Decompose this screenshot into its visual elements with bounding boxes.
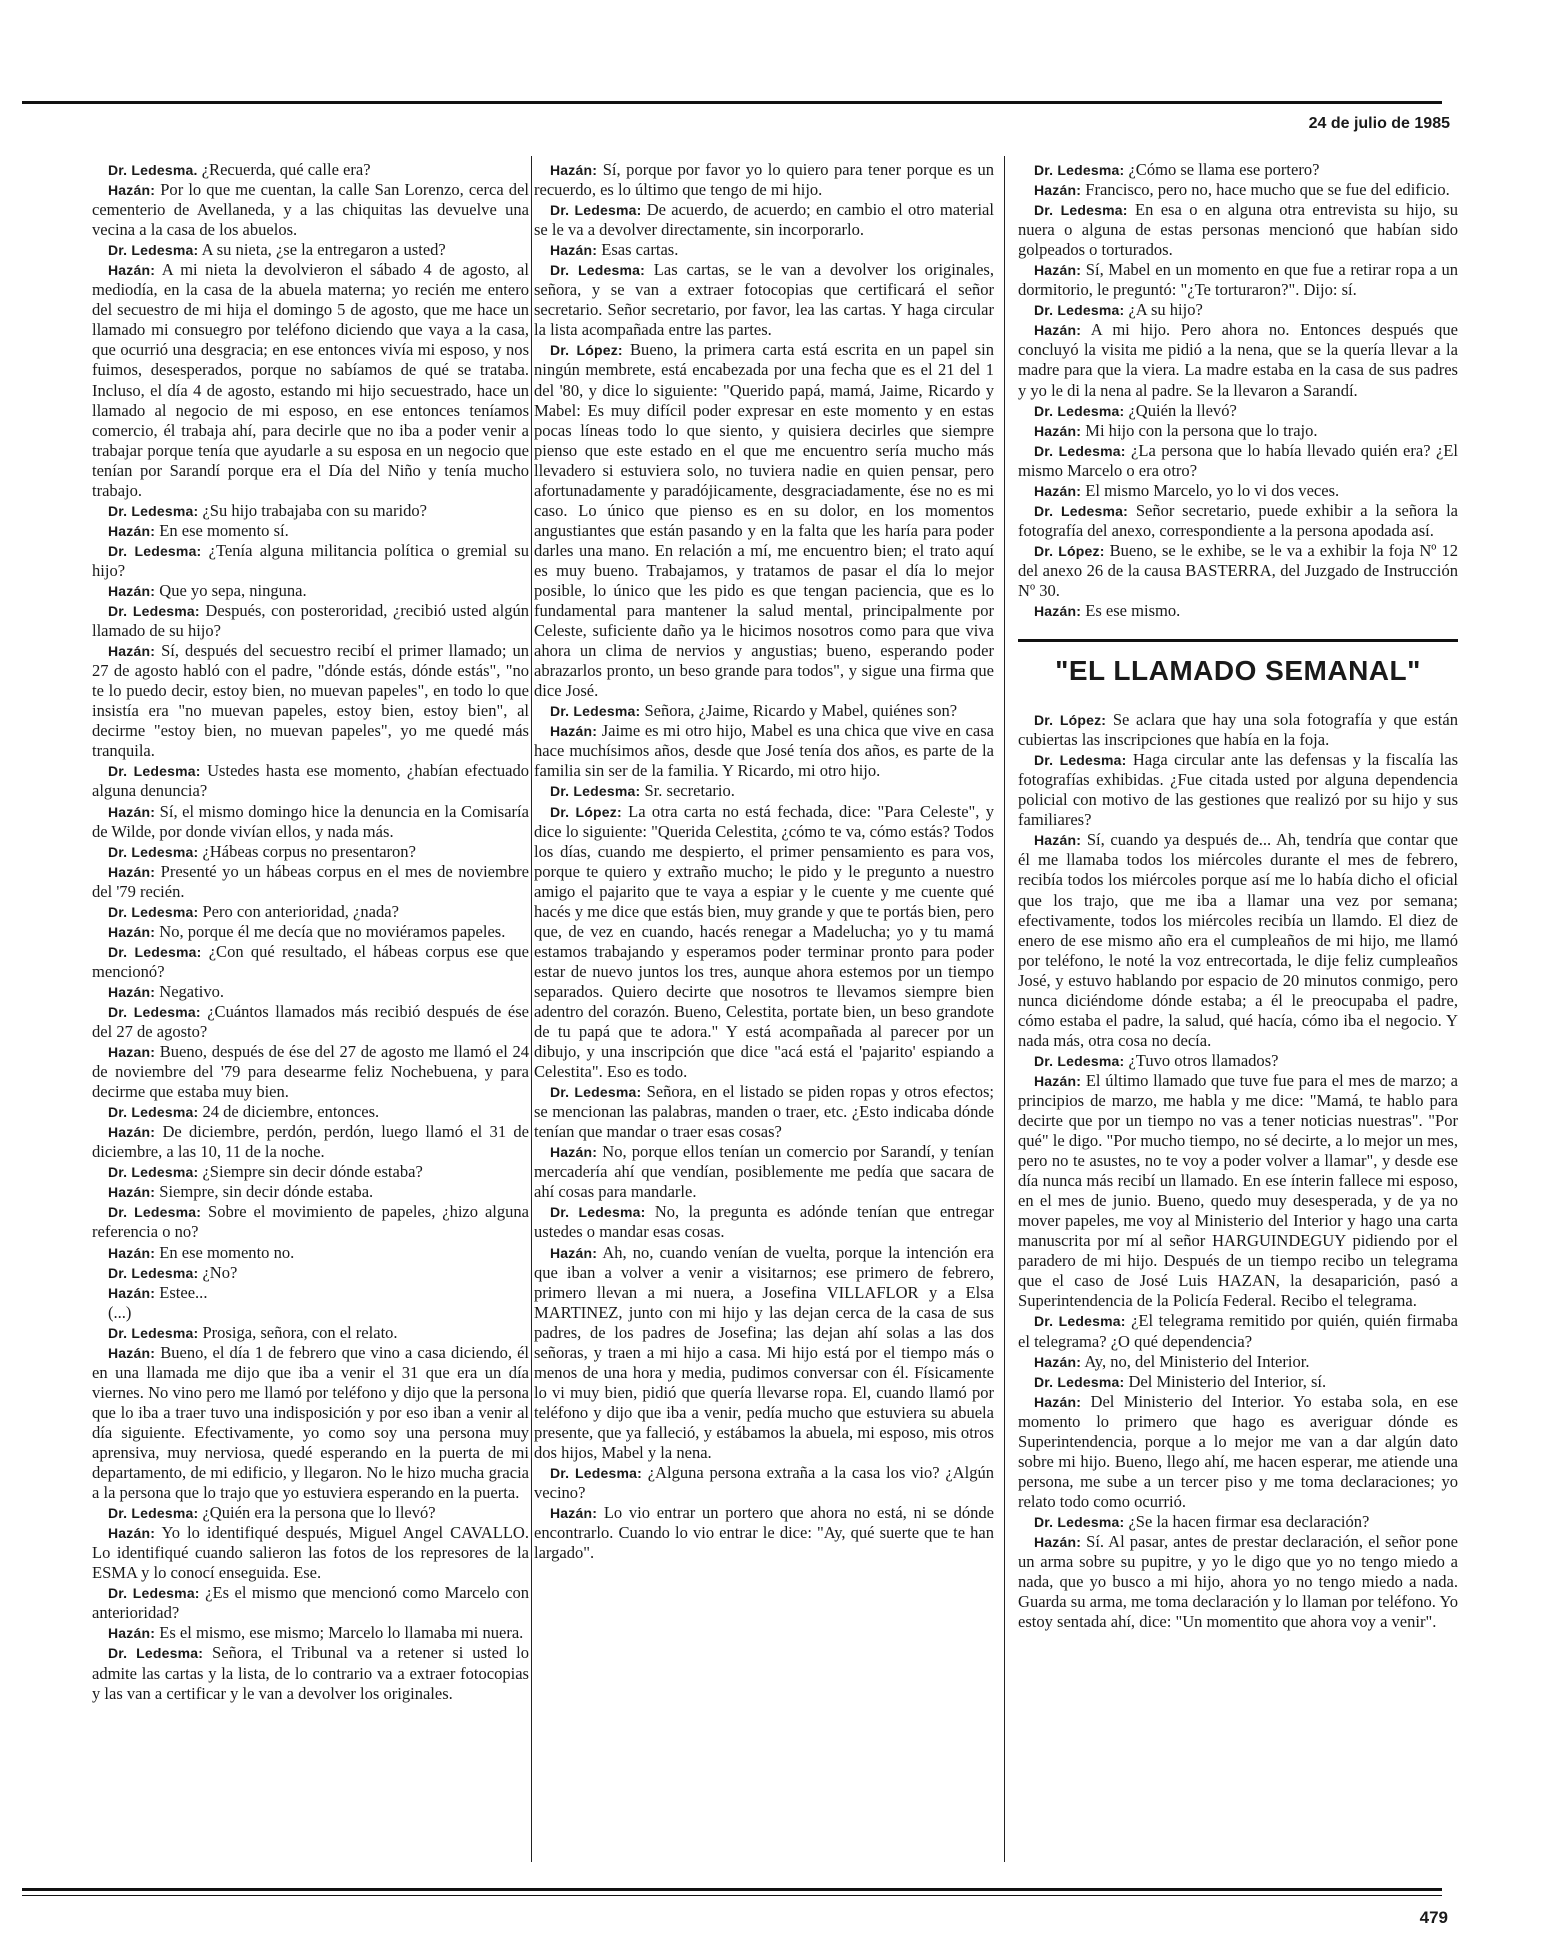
dialogue-turn <box>1018 180 1458 200</box>
speech-text: Pero con anterioridad, ¿nada? <box>202 901 399 921</box>
speech-text: Después, con posteroridad, ¿recibió usted algún llamado de su hijo? <box>92 601 529 641</box>
dialogue-turn <box>92 1162 529 1182</box>
speaker-label: Hazán: <box>1034 1393 1082 1410</box>
dialogue-turn <box>92 862 529 902</box>
speech-text: ¿Cuántos llamados más recibió después de ése del 27 de agosto? <box>92 1001 529 1042</box>
speaker-label: Hazán: <box>550 1505 598 1522</box>
speaker-label: Dr. Ledesma: <box>550 1204 646 1221</box>
speaker-label: Dr. Ledesma: <box>108 943 202 960</box>
speech-text: Sí, Mabel en un momento en que fue a retirar ropa a un dormitorio, le preguntó: "¿Te torturaron?". Dijo: sí. <box>1018 260 1459 300</box>
speaker-label: Dr. Ledesma: <box>108 1204 202 1221</box>
speech-text: Estee... <box>159 1282 208 1302</box>
speech-text: Que yo sepa, ninguna. <box>159 580 307 600</box>
speech-text: ¿Con qué resultado, el hábeas corpus ese que mencionó? <box>92 941 529 981</box>
bottom-rule-thin <box>22 1895 1442 1896</box>
speech-text: Del Ministerio del Interior. Yo estaba sola, en ese momento lo primero que hago es averiguar dónde es Superintendencia, porque a lo mejor me van a dar algún dato sobre mi hijo. Bueno, llego ahí, me hacen esperar, me atiende una persona, me sube a un tercer piso y me toma declaraciones; yo relato todo como ocurrió. <box>1018 1391 1458 1511</box>
top-rule <box>22 101 1442 104</box>
dialogue-turn <box>92 1042 529 1102</box>
dialogue-turn <box>1018 1372 1458 1392</box>
dialogue-turn <box>92 641 529 761</box>
speaker-label: Hazán: <box>1034 262 1082 279</box>
dialogue-turn <box>92 1643 529 1703</box>
header-date: 24 de julio de 1985 <box>1308 115 1450 132</box>
dialogue-turn <box>92 1122 529 1162</box>
dialogue-turn <box>534 160 994 200</box>
speech-text: Prosiga, señora, con el relato. <box>202 1322 398 1342</box>
dialogue-turn <box>534 1202 994 1242</box>
dialogue-turn <box>92 1202 529 1242</box>
speech-text: En ese momento sí. <box>159 520 289 540</box>
dialogue-turn <box>1018 1352 1458 1372</box>
speech-text: Jaime es mi otro hijo, Mabel es una chica que vive en casa hace muchísimos años, desde que José tenía dos años, es parte de la familia sin ser de la familia. Y Ricardo, mi otro hijo. <box>534 721 994 781</box>
dialogue-turn <box>534 1082 994 1142</box>
dialogue-turn <box>92 541 529 581</box>
dialogue-turn <box>92 581 529 601</box>
speech-text: Negativo. <box>159 981 224 1001</box>
speech-text: Por lo que me cuentan, la calle San Lorenzo, cerca del cementerio de Avellaneda, y a las chiquitas las devuelve una vecina a la casa de los abuelos. <box>92 180 529 240</box>
dialogue-turn <box>1018 1051 1458 1071</box>
speaker-label: Hazán: <box>108 1625 156 1642</box>
dialogue-turn <box>1018 481 1458 501</box>
speaker-label: Dr. Ledesma: <box>1034 402 1125 419</box>
speech-text: ¿Su hijo trabajaba con su marido? <box>202 500 427 520</box>
speech-text: ¿Siempre sin decir dónde estaba? <box>202 1162 423 1182</box>
speaker-label: Hazán: <box>108 582 156 599</box>
speaker-label: Dr. Ledesma: <box>108 1104 199 1121</box>
dialogue-turn <box>1018 200 1458 260</box>
speaker-label: Hazán: <box>1034 182 1082 199</box>
speech-text: Sí, después del secuestro recibí el primer llamado; un 27 de agosto habló con el padre, "dónde estás, dónde estás", "no te lo puedo decir, estoy bien, no muevan papeles", en todo lo que insistía era "no muevan papeles, estoy bien, estoy bien", al decirme "estoy bien, no muevan papeles", yo me quedé más tranquila. <box>92 641 529 761</box>
speaker-label: Dr. Ledesma: <box>108 903 199 920</box>
dialogue-turn <box>534 240 994 260</box>
speaker-label: Hazán: <box>1034 603 1082 620</box>
speaker-label: Hazán: <box>1034 1534 1082 1550</box>
speaker-label: Dr. Ledesma: <box>108 763 201 780</box>
speaker-label: Hazán: <box>108 1184 156 1201</box>
speech-text: Del Ministerio del Interior, sí. <box>1128 1371 1327 1391</box>
speaker-label: Hazán: <box>108 182 156 199</box>
speech-text: Se aclara que hay una sola fotografía y que están cubiertas las inscripciones que había en la foja. <box>1018 710 1458 750</box>
speaker-label: Hazán: <box>1034 322 1082 339</box>
speaker-label: Dr. López: <box>550 803 622 820</box>
speech-text: Sí, el mismo domingo hice la denuncia en la Comisaría de Wilde, por donde vivían ellos, y nada más. <box>92 801 529 841</box>
dialogue-turn <box>1018 1512 1458 1532</box>
speech-text: ¿Alguna persona extraña a la casa los vio? ¿Algún vecino? <box>534 1463 994 1503</box>
dialogue-turn <box>1018 1311 1458 1351</box>
speech-text: ¿La persona que lo había llevado quién era? ¿El mismo Marcelo o era otro? <box>1018 440 1458 480</box>
speech-text: Ay, no, del Ministerio del Interior. <box>1084 1351 1310 1371</box>
dialogue-turn <box>534 1243 994 1464</box>
speech-text: De acuerdo, de acuerdo; en cambio el otro material se le va a devolver directamente, sin incorporarlo. <box>534 200 994 240</box>
dialogue-turn <box>534 200 994 240</box>
speaker-label: Dr. Ledesma: <box>108 1505 199 1522</box>
column-divider <box>1004 156 1005 1862</box>
dialogue-turn <box>92 1102 529 1122</box>
dialogue-turn <box>534 701 994 721</box>
dialogue-turn <box>92 521 529 541</box>
bottom-rule <box>22 1888 1442 1891</box>
dialogue-turn <box>92 1243 529 1263</box>
dialogue-turn <box>92 501 529 521</box>
speaker-label: Dr. Ledesma: <box>108 502 199 519</box>
speech-text: ¿Tuvo otros llamados? <box>1128 1050 1279 1070</box>
speech-text: En esa o en alguna otra entrevista su hijo, su nuera o alguna de estas personas mencionó que habían sido golpeados o torturados. <box>1018 200 1459 260</box>
speech-text: Francisco, pero no, hace mucho que se fue del edificio. <box>1085 180 1450 200</box>
speech-text: Presenté yo un hábeas corpus en el mes de noviembre del '79 recién. <box>92 861 529 901</box>
section-heading: "EL LLAMADO SEMANAL" <box>1018 639 1458 696</box>
speaker-label: Dr. Ledesma: <box>108 1003 201 1020</box>
speech-text: Ah, no, cuando venían de vuelta, porque la intención era que iban a volver a venir a visitarnos; ese primero de febrero, primero llevan a mi nuera, a Josefina VILLAFLOR y a Elsa MARTINEZ, junto con mi hijo y las dejan cerca de la casa de sus padres, de los padres de Josefina; las dejan ahí solas a las dos señoras, y traen a mi hijo a casa. Mi hijo está por el tiempo más o menos de una hora y media, pudimos conversar con él. Físicamente lo vi muy bien, pidió que quería llevarse ropa. El, cuando llamó por teléfono y dijo que iba a venir, pedía mucho que estuviera su abuela presente, que ya falleció, y estábamos la abuela, mi esposo, mis otros dos hijos, Mabel y la nena. <box>534 1242 994 1462</box>
speech-text: A mi hijo. Pero ahora no. Entonces después que concluyó la visita me pidió a la nena, que se la quería llevar a la madre para que la viera. La madre estaba en la casa de sus padres y yo le di la nena al padre. Se la llevaron a Sarandí. <box>1018 320 1458 400</box>
speaker-label: Dr. Ledesma: <box>108 1164 199 1181</box>
speech-text: El último llamado que tuve fue para el mes de marzo; a principios de marzo, me habla y me dice: "Mamá, te hablo para decirte que por un tiempo no vas a tener noticias nuestras". "Por qué" le digo. "Por mucho tiempo, no sé decirte, a lo mejor un mes, pero no te asustes, no te voy a poder volver a llamar", y desde ese día nunca más recibí un llamado. En ese ínterin fallece mi esposo, en el mes de junio. Bueno, quedo muy desesperada, y de ya no mover papeles, me voy al Ministerio del Interior y hago una carta manuscrita por mí al señor HARGUINDEGUY pidiendo por el paradero de mi hijo. Después de un tiempo recibo un telegrama que el caso de José Luis HAZAN, la desaparición, pasó a Superintendencia de la Policía Federal. Recibo el telegrama. <box>1018 1070 1458 1311</box>
speaker-label: Dr. Ledesma: <box>1034 1373 1125 1390</box>
speech-text: Es ese mismo. <box>1085 601 1181 621</box>
dialogue-turn <box>92 761 529 801</box>
speaker-label: Dr. Ledesma: <box>108 542 202 559</box>
speaker-label: Dr. Ledesma: <box>1034 1313 1126 1330</box>
dialogue-turn <box>92 842 529 862</box>
dialogue-turn <box>1018 260 1458 300</box>
speaker-label: Dr. Ledesma: <box>108 1264 199 1281</box>
speech-text: El mismo Marcelo, yo lo vi dos veces. <box>1085 480 1340 500</box>
dialogue-turn <box>92 1343 529 1503</box>
speaker-label: Hazan: <box>108 1044 156 1061</box>
dialogue-turn <box>1018 750 1458 830</box>
dialogue-turn <box>1018 441 1458 481</box>
speech-text: Señora, ¿Jaime, Ricardo y Mabel, quiénes son? <box>644 701 958 721</box>
speaker-label: Dr. Ledesma: <box>550 262 645 279</box>
speech-text: ¿Quién era la persona que lo llevó? <box>202 1503 436 1523</box>
dialogue-turn <box>1018 1532 1458 1632</box>
speaker-label: Dr. Ledesma: <box>550 1084 642 1101</box>
speaker-label: Hazán: <box>550 242 598 259</box>
speaker-label: Dr. Ledesma: <box>1034 1513 1125 1530</box>
speaker-label: Hazán: <box>108 1525 156 1542</box>
dialogue-turn <box>534 340 994 701</box>
speech-text: ¿Hábeas corpus no presentaron? <box>202 841 416 861</box>
speech-text: ¿Quién la llevó? <box>1128 400 1237 420</box>
speaker-label: Dr. Ledesma: <box>1034 202 1128 219</box>
speaker-label: Dr. Ledesma: <box>108 1645 204 1662</box>
speaker-label: Dr. Ledesma: <box>108 843 199 860</box>
column-divider <box>531 156 532 1862</box>
dialogue-turn <box>92 1503 529 1523</box>
dialogue-turn <box>1018 710 1458 750</box>
speech-text: A mi nieta la devolvieron el sábado 4 de agosto, al mediodía, en la casa de la abuela materna; yo recién me entero del secuestro de mi hija el domingo 5 de agosto, que me hace un llamado mi consuegro por teléfono diciendo que vaya a la casa, que ocurrió una desgracia; en ese entonces vivía mi esposo, y nos fuimos, desesperados, porque no sabíamos de qué se trataba. Incluso, el día 4 de agosto, estando mi hijo secuestrado, hace un llamado al negocio de mi esposo, en ese entonces teníamos comercio, él trabaja ahí, para decirle que no iba a poder venir a trabajar porque tenía que ayudarle a su esposa en un negocio que tenían por Sarandí porque era el Día del Niño y tenía mucho trabajo. <box>92 260 529 500</box>
text-column-3 <box>1018 160 1458 1632</box>
speaker-label: Dr. Ledesma: <box>1034 752 1127 769</box>
speaker-label: Hazán: <box>108 1124 156 1141</box>
speech-text: Esas cartas. <box>601 240 679 260</box>
dialogue-turn <box>92 180 529 240</box>
dialogue-turn <box>92 902 529 922</box>
dialogue-turn <box>534 1463 994 1503</box>
dialogue-turn <box>92 1323 529 1343</box>
speaker-label: Hazán: <box>550 723 598 740</box>
speech-text: En ese momento no. <box>159 1242 295 1262</box>
speech-text: Sobre el movimiento de papeles, ¿hizo alguna referencia o no? <box>92 1202 530 1242</box>
speaker-label: Dr. Ledesma: <box>1034 162 1125 178</box>
speech-text: Es el mismo, ese mismo; Marcelo lo llamaba mi nuera. <box>159 1623 524 1643</box>
speech-text: Mi hijo con la persona que lo trajo. <box>1085 420 1318 440</box>
speaker-label: Hazán: <box>1034 832 1082 849</box>
dialogue-turn <box>92 601 529 641</box>
dialogue-turn <box>534 802 994 1083</box>
speaker-label: Dr. Ledesma: <box>1034 502 1128 519</box>
speech-text: Bueno, después de ése del 27 de agosto me llamó el 24 de noviembre del '79 para desearme feliz Nochebuena, y para decirme que estaba muy bien. <box>92 1042 529 1102</box>
speech-text: ¿Es el mismo que mencionó como Marcelo con anterioridad? <box>92 1583 530 1623</box>
speech-text: ¿Se la hacen firmar esa declaración? <box>1128 1511 1370 1531</box>
speaker-label: Dr. Ledesma: <box>550 783 641 800</box>
speech-text: No, la pregunta es adónde tenían que entregar ustedes o mandar esas cosas. <box>534 1202 994 1242</box>
dialogue-turn <box>92 982 529 1002</box>
speaker-label: Dr. Ledesma: <box>108 1324 199 1341</box>
speaker-label: Dr. Ledesma: <box>550 1465 642 1482</box>
speaker-label: Dr. Ledesma: <box>550 202 642 219</box>
speech-text: A su nieta, ¿se la entregaron a usted? <box>201 240 446 260</box>
speaker-label: Hazán: <box>108 262 156 279</box>
dialogue-turn <box>92 1002 529 1042</box>
speaker-label: Dr. Ledesma: <box>550 703 641 720</box>
speech-text: No, porque él me decía que no moviéramos papeles. <box>159 921 506 941</box>
speech-text: Sr. secretario. <box>644 781 735 801</box>
speaker-label: Dr. Ledesma: <box>108 603 200 620</box>
dialogue-turn <box>92 240 529 260</box>
dialogue-turn <box>92 922 529 942</box>
dialogue-turn <box>1018 401 1458 421</box>
speech-text: ¿No? <box>202 1262 238 1282</box>
page-number: 479 <box>1419 1908 1448 1927</box>
speech-text: Bueno, se le exhibe, se le va a exhibir la foja Nº 12 del anexo 26 de la causa BASTERRA, del Juzgado de Instrucción Nº 30. <box>1018 540 1458 600</box>
dialogue-turn <box>1018 320 1458 400</box>
dialogue-turn <box>92 1263 529 1283</box>
speech-text: ¿A su hijo? <box>1128 300 1203 320</box>
dialogue-turn <box>1018 1071 1458 1312</box>
dialogue-turn <box>1018 160 1458 180</box>
speech-text: No, porque ellos tenían un comercio por Sarandí, y tenían mercadería ahí que vendían, posiblemente me pedía que sacara de ahí cosas para mandarle. <box>534 1142 994 1202</box>
text-column-2 <box>534 160 994 1563</box>
speaker-label: Hazán: <box>108 863 156 880</box>
speaker-label: Dr. López: <box>1034 712 1107 729</box>
speaker-label: Hazán: <box>108 643 156 660</box>
speech-text: La otra carta no está fechada, dice: "Para Celeste", y dice lo siguiente: "Querida Celestita, ¿cómo te va, cómo estás? Todos los días, cuando me despierto, el primer pensamiento es para vos, porque te quiero y extraño mucho; le pido y le pregunto a nuestro amigo el pajarito que te vaya a espiar y le cuente y me cuente qué hacés y me dice que estás bien, muy grande y que te portás bien, pero que, de vez en cuando, hacés renegar a Madelucha; yo y tu mamá estamos trabajando y esperamos poder terminar pronto para poder estar de nuevo juntos los tres, aunque ahora estemos por un tiempo separados. Quiero decirte que nosotros te llevamos siempre bien adentro del corazón. Bueno, Celestita, portate bien, un beso grandote de tu papá que te adora." Y está acompañada al parecer por un dibujo, y una inscripción que dice "acá está el 'pajarito' espiando a Celestita". Eso es todo. <box>534 801 995 1082</box>
speech-text: Bueno, la primera carta está escrita en un papel sin ningún membrete, está encabezada por una fecha que es el 21 del 1 del '80, y dice lo siguiente: "Querido papá, mamá, Jaime, Ricardo y Mabel: Es muy difícil poder expresar en este momento y en estas pocas líneas todo lo que siento, y quisiera decirles que siempre pienso que este estado en el que me encuentro sería mucho más llevadero si estuviera solo, no tuviera nadie en quien pensar, pero afortunadamente y paradójicamente, desgraciadamente, ése no es mi caso. Lo único que pienso es en su dolor, en los momentos angustiantes que están pasando y en la falta que les haría para poder darles una mano. En relación a mí, me encuentro bien; el trato aquí es muy bueno. Trabajamos, y tratamos de pasar el día lo mejor posible, lo único que les pido es que tengan paciencia, que es lo fundamental para mantener la salud mental, principalmente por Celeste, suficiente daño ya le hicimos nosotros como para que viva ahora un clima de nervios y angustias; bueno, esperando poder abrazarlos pronto, un beso grande para todos", y sigue una firma que dice José. <box>534 340 994 701</box>
speaker-label: Hazán: <box>550 162 598 178</box>
speech-text: De diciembre, perdón, perdón, luego llamó el 31 de diciembre, a las 10, 11 de la noche. <box>92 1122 530 1162</box>
speaker-label: Hazán: <box>550 1144 598 1161</box>
speaker-label: Dr. Ledesma: <box>108 1585 200 1602</box>
speaker-label: Dr. Ledesma: <box>1034 1052 1125 1069</box>
speech-text: ¿Recuerda, qué calle era? <box>201 160 371 179</box>
speaker-label: Hazán: <box>108 1284 156 1301</box>
speaker-label: Hazán: <box>108 1244 156 1261</box>
dialogue-turn <box>534 1503 994 1563</box>
dialogue-turn <box>1018 601 1458 621</box>
speech-text: (...) <box>108 1302 132 1322</box>
speaker-label: Hazán: <box>108 803 156 820</box>
speaker-label: Dr. Ledesma. <box>108 162 198 178</box>
speech-text: 24 de diciembre, entonces. <box>202 1102 380 1122</box>
text-column-1 <box>92 160 529 1704</box>
dialogue-turn <box>1018 830 1458 1051</box>
speaker-label: Hazán: <box>1034 422 1082 439</box>
speech-text: Señora, en el listado se piden ropas y otros efectos; se mencionan las palabras, manden o traer, etc. ¿Esto indicaba dónde tenían que mandar o traer esas cosas? <box>534 1082 994 1142</box>
speech-text: Señor secretario, puede exhibir a la señora la fotografía del anexo, correspondiente a la persona apodada así. <box>1018 500 1459 540</box>
speech-text: Bueno, el día 1 de febrero que vino a casa diciendo, él en una llamada me dijo que iba a venir el 31 que era un día viernes. No vino pero me llamó por teléfono y dijo que la persona que lo iba a traer tuvo una indisposición y por eso iban a venir al día siguiente. Efectivamente, yo como soy una persona muy aprensiva, muy nerviosa, quedé esperando en la puerta de mi departamento, de mi edificio, y llegaron. No le hizo mucha gracia a la persona que lo trajo que yo estuviera esperando en la puerta. <box>92 1342 529 1503</box>
dialogue-turn <box>92 260 529 501</box>
speech-text: Señora, el Tribunal va a retener si usted lo admite las cartas y la lista, de lo contrario va a extraer fotocopias y las van a certificar y le van a devolver los originales. <box>92 1643 529 1703</box>
dialogue-turn <box>1018 541 1458 601</box>
dialogue-turn <box>1018 300 1458 320</box>
dialogue-turn <box>534 781 994 801</box>
dialogue-turn <box>534 721 994 781</box>
speaker-label: Dr. López: <box>1034 542 1105 559</box>
speech-text: Siempre, sin decir dónde estaba. <box>159 1182 374 1202</box>
dialogue-turn <box>92 1623 529 1643</box>
dialogue-turn <box>92 1283 529 1303</box>
speaker-label: Hazán: <box>108 923 156 940</box>
dialogue-turn <box>534 1142 994 1202</box>
speech-text: ¿Tenía alguna militancia política o gremial su hijo? <box>92 540 530 580</box>
speech-text: Las cartas, se le van a devolver los originales, señora, y se van a extraer fotocopias que certificará el señor secretario. Señor secretario, por favor, lea las cartas. Y haga circular la lista acompañada entre las partes. <box>534 260 994 340</box>
speaker-label: Hazán: <box>1034 482 1082 499</box>
dialogue-turn <box>92 802 529 842</box>
speech-text: Haga circular ante las defensas y la fiscalía las fotografías exhibidas. ¿Fue citada usted por alguna dependencia policial con motivo de las gestiones que realizó por su hijo y sus familiares? <box>1018 750 1459 830</box>
dialogue-turn <box>92 1182 529 1202</box>
dialogue-turn <box>1018 501 1458 541</box>
speaker-label: Dr. Ledesma: <box>1034 302 1125 319</box>
dialogue-turn <box>92 160 529 180</box>
speaker-label: Hazán: <box>108 522 156 539</box>
speech-text: ¿El telegrama remitido por quién, quién firmaba el telegrama? ¿O qué dependencia? <box>1018 1311 1458 1351</box>
speaker-label: Dr. Ledesma: <box>108 242 199 259</box>
speech-text: Sí. Al pasar, antes de prestar declaración, el señor pone un arma sobre su pupitre, y yo le digo que yo no tengo miedo a nada, que yo busco a mi hijo, ahora yo no tengo miedo a nada. Guarda su arma, me toma declaración y lo llaman por teléfono. Yo estoy sentada ahí, dice: "Un momentito que ahora voy a venir". <box>1018 1532 1458 1632</box>
speech-text: Lo vio entrar un portero que ahora no está, ni se dónde encontrarlo. Cuando lo vio entrar le dice: "Ay, qué suerte que te han largado". <box>534 1503 994 1563</box>
dialogue-turn <box>92 1583 529 1623</box>
speaker-label: Dr. Ledesma: <box>1034 442 1126 459</box>
dialogue-turn <box>1018 1392 1458 1512</box>
dialogue-turn <box>92 942 529 982</box>
speaker-label: Dr. López: <box>550 342 623 359</box>
speech-text: Yo lo identifiqué después, Miguel Angel CAVALLO. Lo identifiqué cuando salieron las fotos de los represores de la ESMA y lo conocí enseguida. Ese. <box>92 1523 529 1583</box>
dialogue-turn <box>534 260 994 340</box>
dialogue-turn <box>92 1523 529 1583</box>
speech-text: Sí, cuando ya después de... Ah, tendría que contar que él me llamaba todos los miércoles durante el mes de febrero, recibía todos los miércoles porque así me lo había dicho el oficial que los trajo, que me iba a llamar una vez por semana; efectivamente, todos los miércoles recibía un llamdo. El diez de enero de ese mismo año era el cumpleaños de mi hijo, me llamó por teléfono, le noté la voz entrecortada, le dije feliz cumpleaños José, y estuvo hablando por espacio de 20 minutos conmigo, pero nunca diciéndome dónde estaba; a él le preocupaba el padre, cómo estaba el padre, la salud, qué hacía, cómo iba el negocio. Y nada más, otra cosa no decía. <box>1018 830 1458 1050</box>
speaker-label: Hazán: <box>108 1344 156 1361</box>
speaker-label: Hazán: <box>1034 1353 1082 1370</box>
dialogue-turn <box>92 1303 529 1323</box>
speech-text: Sí, porque por favor yo lo quiero para tener porque es un recuerdo, es lo último que tengo de mi hijo. <box>534 160 994 200</box>
speaker-label: Hazán: <box>1034 1072 1082 1089</box>
speaker-label: Hazán: <box>108 983 156 1000</box>
speech-text: ¿Cómo se llama ese portero? <box>1128 160 1320 179</box>
speech-text: Ustedes hasta ese momento, ¿habían efectuado alguna denuncia? <box>92 761 529 801</box>
dialogue-turn <box>1018 421 1458 441</box>
speaker-label: Hazán: <box>550 1244 598 1261</box>
